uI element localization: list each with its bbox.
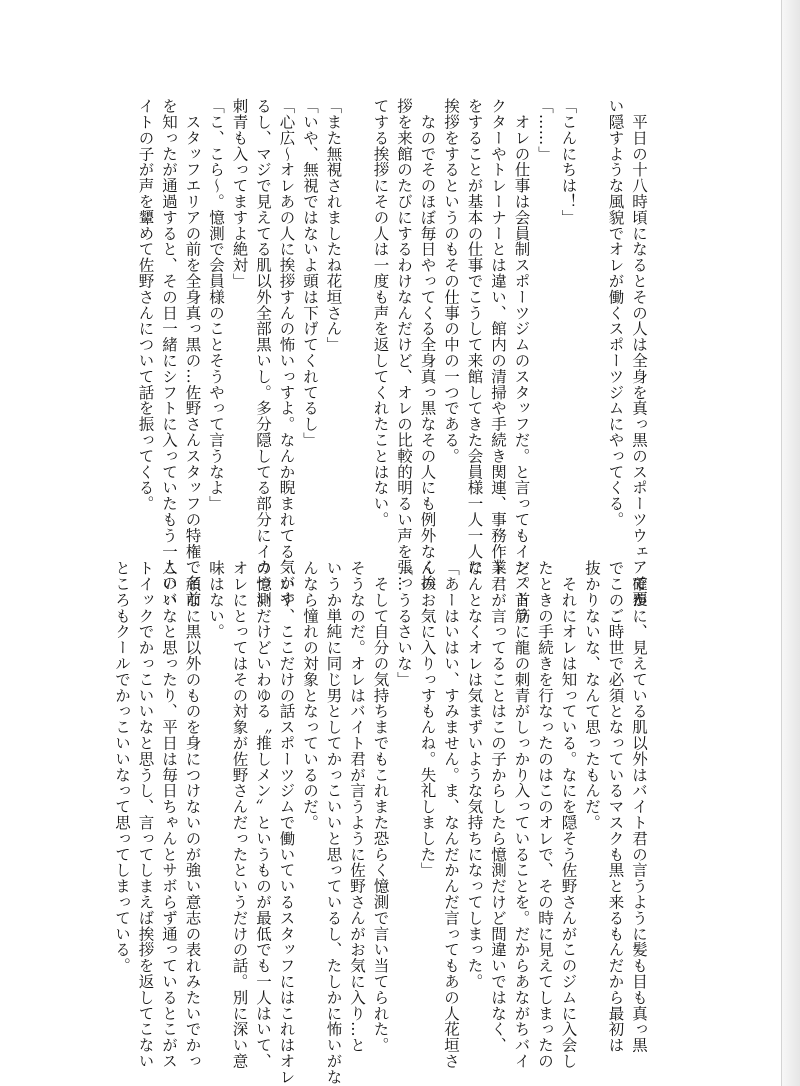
text-line: をすることが基本の仕事でこうして来館してきた会員様一人一人に [465,98,484,575]
text-line: 「…うるさいな」 [395,560,413,688]
text-line: イトの子が声を顰めて佐野さんについて話を振ってくる。 [136,98,155,512]
text-line: オレの仕事は会員制スポーツジムのスタッフだ。と言ってもインストラ [512,98,531,623]
text-line: 味はない。 [207,560,225,640]
text-line: ト君が言ってることはこの子からしたら憶測だけど間違いではなく、 [489,560,507,1053]
text-line: でこのご時世で必須となっているマスクも黒と来るもんだから最初は [606,560,625,1053]
text-line: 頑なに黒以外のものを身につけないのが強い意志の表れみたいでかっ [183,560,202,1069]
text-line: るし、マジで見えてる肌以外全部黒いし。多分隠してる部分にイカつい [254,98,272,607]
text-line: てする挨拶にその人は一度も声を返してくれたことはない。 [371,98,390,528]
text-line: いうか単純に同じ男としてかっこいいと思っているし、たしかに怖いがな [324,560,343,1085]
text-line: スタッフエリアの前を全身真っ黒の…佐野さんスタッフの特権で名前 [183,98,202,607]
text-line: 「いや、無視ではないよ頭は下げてくれてるし」 [301,98,319,448]
text-line: の憶測だけどいわゆる〝推しメン〟というものが最低でも一人はいて、 [254,560,272,1069]
text-line: 確かに、見えている肌以外はバイト君の言うように髪も目も真っ黒 [630,560,648,1053]
text-line: なのでそのほぼ毎日やってくる全身真っ黒なその人にも例外なく挨 [418,98,437,591]
text-line: それにオレは知っている。なにを隠そう佐野さんがこのジムに入会し [559,560,578,1069]
text-line: そうなのだ。オレはバイト君が言うように佐野さんがお気に入り…と [348,560,366,1053]
text-line: 平日の十八時頃になるとその人は全身を真っ黒のスポーツウェアで覆 [630,98,648,607]
text-line: 刺青も入ってますよ絶対」 [230,98,249,289]
text-line: んなら憧れの対象となっているのだ。 [301,560,319,831]
text-line: い隠すような風貌でオレが働くスポーツジムにやってくる。 [606,98,625,528]
page-edge [781,0,800,1086]
text-line: そして自分の気持ちまでもこれまた恐らく憶測で言い当てられた。 [371,560,390,1053]
text-line [580,98,604,538]
bottom-text-block [110,560,651,1085]
text-line: 「また無視されましたね花垣さん」 [324,98,343,353]
text-line [345,98,369,538]
text-line: んのお気に入りっすもんね。失礼しました」 [418,560,437,878]
text-line: トイックでかっこいいなと思うし、言ってしまえば挨拶を返してこない [136,560,155,1069]
text-line: 「あーはいはい、すみません。ま、なんだかんだ言ってもあの人花垣さ [442,560,460,1069]
text-line: クターやトレーナーとは違い、館内の清掃や手続き関連、事務作業 [489,98,507,575]
text-line: 「……」 [536,98,554,162]
text-line: こいいなと思ったり、平日は毎日ちゃんとサボらず通っているとこがス [160,560,178,1069]
text-line: 「こんにちは！」 [559,98,578,226]
text-line: 拶を来館のたびにするわけなんだけど、オレの比較的明るい声を張っ [395,98,413,591]
text-line: ところもクールでかっこいいなって思ってしまっている。 [113,560,131,974]
text-line: 挨拶をするというのもその仕事の中の一つである。 [442,98,460,464]
text-line: 「心広～オレあの人に挨拶すんの怖いっすよ。なんか睨まれてる気がす [277,98,296,607]
text-line: を知ったが通過すると、その日一緒にシフトに入っていたもう一人のバ [160,98,178,607]
text-line: オレにとってはその対象が佐野さんだったというだけの話。別に深い意 [230,560,249,1069]
text-line: なんとなくオレは気まずいような気持ちになってしまった。 [465,560,484,990]
text-line: だ。首筋に龍の刺青がしっかり入っていることを。だからあながちバイ [512,560,531,1069]
text-line: たときの手続きを行なったのはこのオレで、その時に見えてしまったの [536,560,554,1069]
text-line: いや、ここだけの話スポーツジムで働いているスタッフにはこれはオレ [277,560,296,1085]
text-line: 「こ、こら～。憶測で会員様のことそうやって言うなよ」 [207,98,225,512]
text-line: 抜かりないな、なんて思ったもんだ。 [583,560,601,831]
